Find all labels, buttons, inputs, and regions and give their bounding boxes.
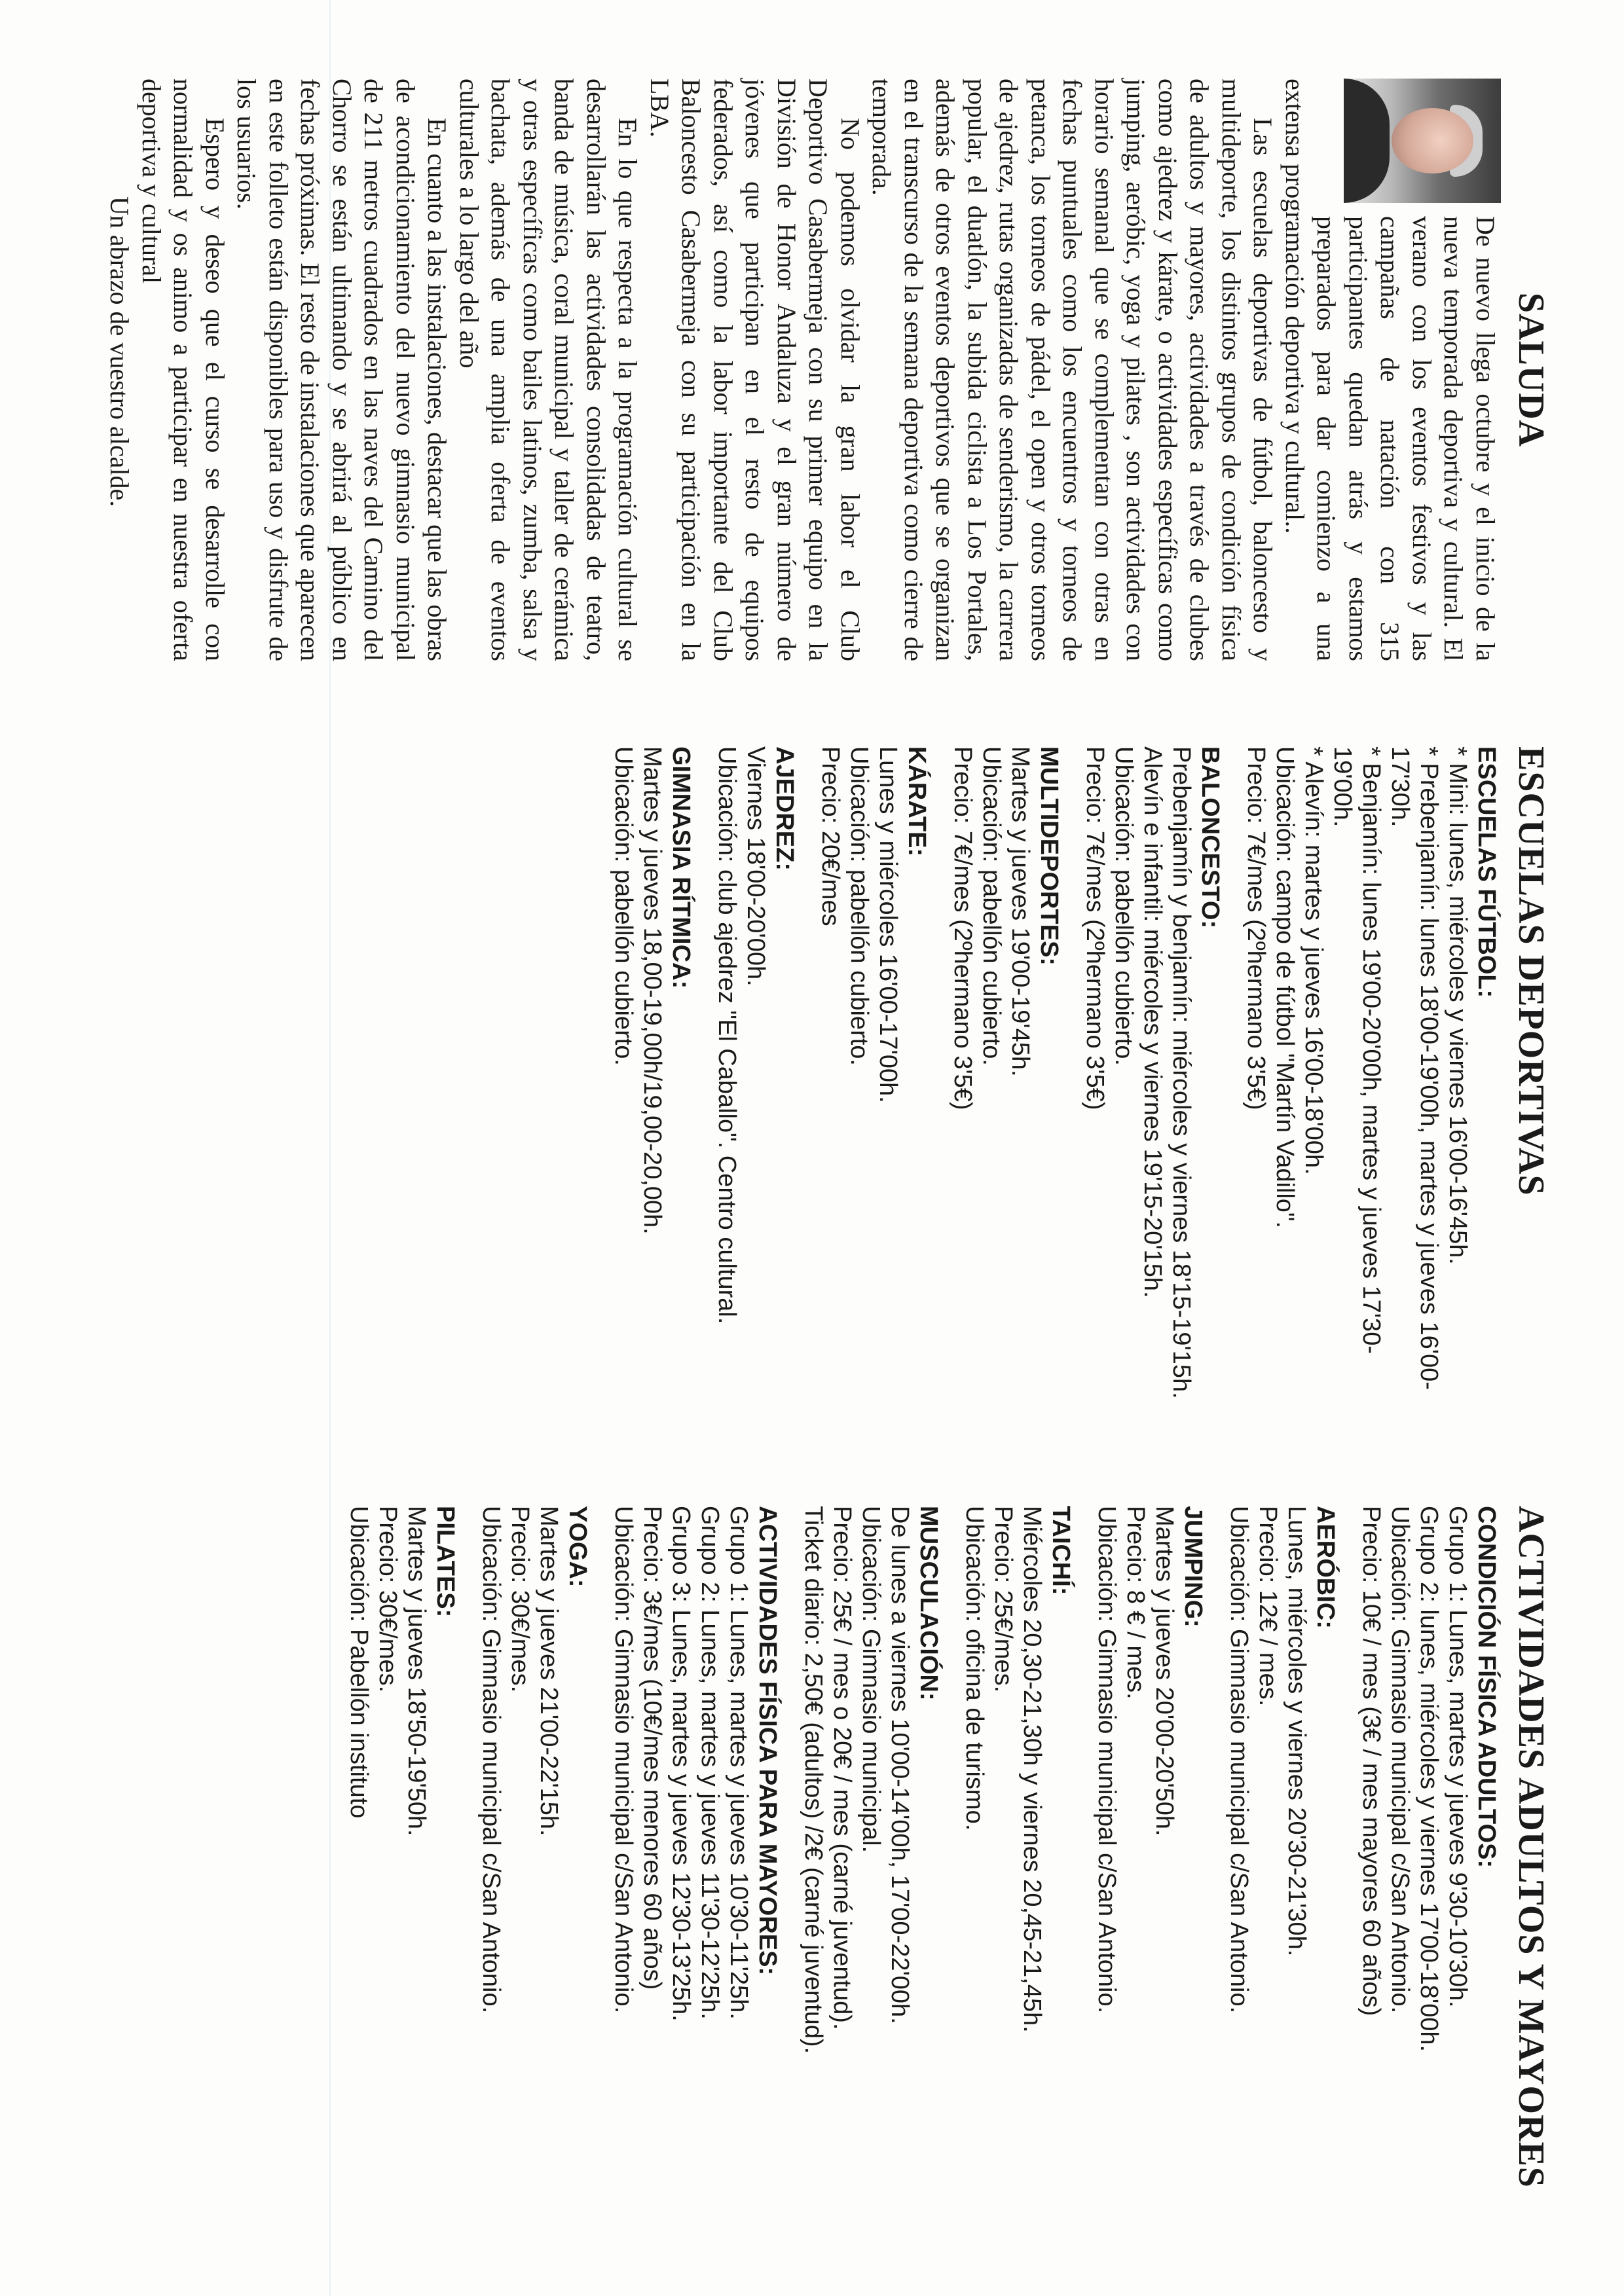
actividades-column: [0, 1467, 1624, 2278]
actividades-section-line: Ubicación: Pabellón instituto: [345, 1506, 373, 1819]
escuelas-section-line: * Mini: lunes, miércoles y viernes 16'00-16'45h.: [1444, 746, 1471, 1265]
actividades-section: [1225, 1506, 1340, 2259]
actividades-section-title: ACTIVIDADES FÍSICA PARA MAYORES:: [754, 1506, 781, 1976]
actividades-section: [344, 1506, 460, 2259]
escuelas-section-title: AJEDREZ:: [771, 746, 798, 871]
escuelas-section-line: Precio: 7€/mes (2ºhermano 3'5€): [949, 746, 976, 1110]
escuelas-section-title: ESCUELAS FÚTBOL:: [1473, 746, 1500, 998]
actividades-section-line: Ubicación: Gimnasio municipal c/San Antonio.: [610, 1506, 637, 2014]
escuelas-section-line: Ubicación: campo de fútbol "Martín Vadillo".: [1271, 746, 1299, 1228]
actividades-section-line: Ubicación: Gimnasio municipal.: [857, 1506, 885, 1853]
escuelas-section-line: Ubicación: club ajedrez "El Caballo". Centro cultural.: [713, 746, 741, 1324]
actividades-section-line: Ubicación: Gimnasio municipal c/San Antonio.: [1093, 1506, 1120, 2014]
actividades-section-line: Grupo 2: lunes, miércoles y viernes 17'00-18'00h.: [1415, 1506, 1443, 2052]
saluda-column: [0, 26, 1624, 681]
actividades-section-line: Precio: 3€/mes (10€/mes menores 60 años): [638, 1506, 666, 1990]
escuelas-section: [609, 746, 695, 1427]
actividades-section-line: Grupo 3: Lunes, martes y jueves 12'30-13'25h.: [667, 1506, 695, 2022]
escuelas-title: ESCUELAS DEPORTIVAS: [1511, 746, 1551, 1196]
photo-suit-shape: [1344, 79, 1390, 203]
actividades-section-line: Ubicación: Gimnasio municipal c/San Antonio.: [477, 1506, 505, 2014]
escuelas-section-line: Ubicación: pabellón cubierto.: [610, 746, 637, 1066]
escuelas-section-line: * Alevín: martes y jueves 16'00-18'00h.: [1300, 746, 1327, 1175]
actividades-section: [960, 1506, 1075, 2259]
actividades-section-line: Precio: 8 € / mes.: [1122, 1506, 1149, 1700]
actividades-section-line: Ubicación: oficina de turismo.: [961, 1506, 988, 1831]
actividades-section-line: Precio: 25€ / mes o 20€ / mes (carné juventud).: [828, 1506, 856, 2030]
actividades-section-line: Martes y jueves 21'00-22'15h.: [535, 1506, 563, 1836]
mayor-photo: [1344, 79, 1501, 203]
actividades-section-title: PILATES:: [432, 1506, 459, 1618]
saluda-paragraph-1: De nuevo llega octubre y el inicio de la nueva temporada deportiva y cultural. El verano con los eventos festivos y las campañas de natación con 315 participantes quedan atrás y estamos preparados para dar comienzo a una extensa programación deportiva y cultural..: [1280, 79, 1500, 661]
escuelas-section-line: Lunes y miércoles 16'00-17'00h.: [874, 746, 902, 1103]
actividades-section-line: Precio: 25€/mes.: [989, 1506, 1017, 1693]
actividades-section-line: Precio: 10€ / mes (3€ / mes mayores 60 años): [1357, 1506, 1385, 2016]
escuelas-sections: [609, 746, 1501, 1427]
escuelas-section-line: Precio: 7€/mes (2ºhermano 3'5€): [1242, 746, 1270, 1110]
escuelas-section-line: Martes y jueves 19'00-19'45h.: [1006, 746, 1034, 1077]
escuelas-section: [712, 746, 799, 1427]
saluda-paragraph-5: En cuanto a las instalaciones, destacar que las obras de acondicionamiento del nuevo gimnasio municipal de 211 metros cuadrados en las naves del Camino del Chorro se están ultimando y se abrirá al público en fechas próximas. El resto de instalaciones que aparecen en este folleto están disponibles para uso y disfrute de los usuarios.: [232, 79, 452, 661]
escuelas-section-line: Viernes 18'00-20'00h.: [742, 746, 769, 987]
actividades-section: [1092, 1506, 1208, 2259]
actividades-section-line: Lunes, miércoles y viernes 20'30-21'30h.: [1283, 1506, 1310, 1957]
actividades-section: [477, 1506, 592, 2259]
actividades-section-title: YOGA:: [564, 1506, 591, 1588]
escuelas-section-line: * Benjamín: lunes 19'00-20'00h, martes y jueves 17'30-19'00h.: [1329, 746, 1385, 1354]
actividades-section-line: Miércoles 20,30-21,30h y viernes 20,45-21,45h.: [1018, 1506, 1046, 2033]
actividades-section-line: Grupo 1: Lunes, martes y jueves 9'30-10'30h.: [1444, 1506, 1471, 2008]
actividades-section-line: Ticket diario: 2,50€ (adultos) /2€ (carné juventud).: [800, 1506, 827, 2054]
escuelas-section: [1242, 746, 1501, 1427]
actividades-section-line: Martes y jueves 18'50-19'50h.: [403, 1506, 430, 1836]
actividades-sections: [344, 1506, 1501, 2259]
escuelas-section-line: Prebenjamín y benjamín: miércoles y viernes 18'15-19'15h.: [1168, 746, 1195, 1399]
saluda-paragraph-2: Las escuelas deportivas de fútbol, baloncesto y multideporte, los distintos grupos de condición física de adultos y mayores, actividades a través de clubes como ajedrez y kárate, o actividades específicas como jumping, aeróbic, yoga y pilates , son actividades con horario semanal que se complementan con otras en fechas puntuales como los encuentros y torneos de petanca, los torneos de pádel, el open y otros torneos de ajedrez, rutas organizadas de senderismo, la carrera popular, el duatlón, la subida ciclista a Los Portales, además de otros eventos deportivos que se organizan en el transcurso de la semana deportiva como cierre de temporada.: [867, 79, 1278, 661]
escuelas-section: [816, 746, 931, 1427]
escuelas-column: [0, 707, 1624, 1447]
actividades-section: [799, 1506, 943, 2259]
escuelas-section-line: Precio: 20€/mes: [817, 746, 844, 926]
saluda-paragraph-3: No podemos olvidar la gran labor el Club Deportivo Casabermeja con su primer equipo en la División de Honor Andaluza y el gran número de jóvenes que participan en el resto de equipos federados, así como la labor importante del Club Baloncesto Casabermeja con su participación en la LBA.: [645, 79, 865, 661]
actividades-section-title: TAICHÍ:: [1047, 1506, 1075, 1595]
actividades-section-title: MUSCULACIÓN:: [915, 1506, 942, 1701]
actividades-section-line: De lunes a viernes 10'00-14'00h, 17'00-22'00h.: [886, 1506, 913, 2024]
actividades-section: [1357, 1506, 1501, 2259]
actividades-section-line: Grupo 2: Lunes, martes y jueves 11'30-12'25h.: [696, 1506, 724, 2020]
actividades-section-line: Precio: 12€ / mes.: [1254, 1506, 1282, 1707]
actividades-section-line: Precio: 30€/mes.: [374, 1506, 401, 1693]
escuelas-section-title: GIMNASIA RÍTMICA:: [667, 746, 695, 989]
actividades-section-title: JUMPING:: [1179, 1506, 1207, 1628]
escuelas-section-line: Ubicación: pabellón cubierto.: [978, 746, 1005, 1066]
escuelas-section-line: Ubicación: pabellón cubierto.: [845, 746, 873, 1066]
escuelas-section-title: BALONCESTO:: [1196, 746, 1224, 928]
escuelas-section-line: Ubicación: pabellón cubierto.: [1110, 746, 1137, 1066]
escuelas-section-line: Martes y jueves 18,00-19,00h/19,00-20,00h.: [638, 746, 666, 1235]
saluda-title: SALUDA: [1511, 292, 1551, 448]
actividades-section-line: Martes y jueves 20'00-20'50h.: [1151, 1506, 1178, 1836]
actividades-section-line: Ubicación: Gimnasio municipal c/San Antonio.: [1386, 1506, 1414, 2014]
escuelas-section-title: MULTIDEPORTES:: [1035, 746, 1063, 966]
escuelas-section: [948, 746, 1063, 1427]
photo-face-shape: [1392, 108, 1473, 173]
actividades-section-title: AERÓBIC:: [1312, 1506, 1339, 1629]
saluda-paragraph-4: En lo que respecta a la programación cultural se desarrollarán las actividades consolidadas de teatro, banda de música, coral municipal y taller de cerámica y otras específicas como bailes latinos, zumba, salsa y bachata, además de una amplia oferta de eventos culturales a lo largo del año: [454, 79, 643, 661]
actividades-title: ACTIVIDADES ADULTOS Y MAYORES: [1511, 1506, 1551, 2188]
actividades-section-line: Ubicación: Gimnasio municipal c/San Antonio.: [1225, 1506, 1253, 2014]
escuelas-section: [1080, 746, 1225, 1427]
escuelas-section-line: * Prebenjamín: lunes 18'00-19'00h, martes y jueves 16'00-17'30h.: [1386, 746, 1443, 1390]
escuelas-section-line: Precio: 7€/mes (2ºhermano 3'5€): [1081, 746, 1109, 1110]
escuelas-section-line: Alevín e infantil: miércoles y viernes 19'15-20'15h.: [1139, 746, 1166, 1298]
escuelas-section-title: KÁRATE:: [903, 746, 931, 857]
actividades-section: [609, 1506, 782, 2259]
saluda-closing: Un abrazo de vuestro alcalde.: [105, 196, 135, 507]
actividades-section-line: Grupo 1: Lunes, martes y jueves 10'30-11'25h.: [725, 1506, 752, 2020]
actividades-section-title: CONDICIÓN FÍSICA ADULTOS:: [1473, 1506, 1500, 1868]
actividades-section-line: Precio: 30€/mes.: [506, 1506, 534, 1693]
saluda-paragraph-6: Espero y deseo que el curso se desarrolle con normalidad y os animo a participar en nuestra oferta deportiva y cultural: [137, 79, 230, 661]
